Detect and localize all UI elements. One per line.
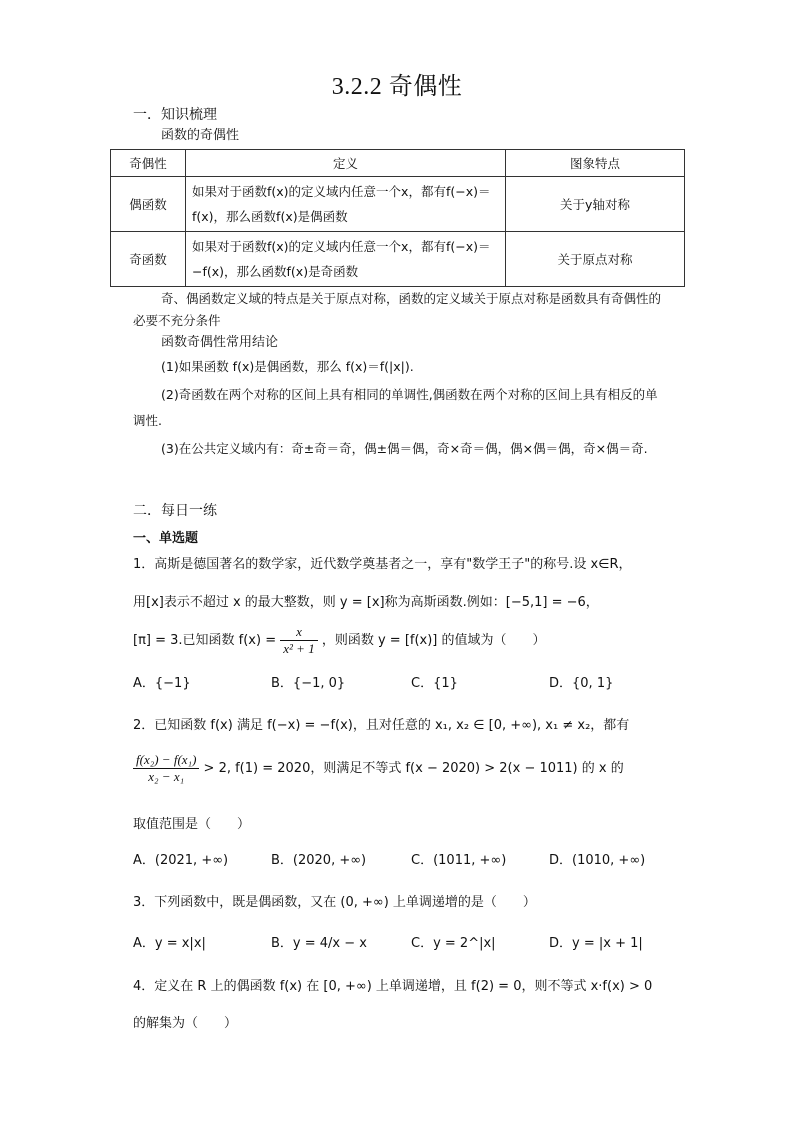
q1-option-b[interactable]: B．{−1, 0}	[271, 676, 346, 691]
q2-option-b[interactable]: B．(2020, +∞)	[271, 853, 367, 868]
q2-fraction-numerator: f(x₂) − f(x₁)	[133, 752, 199, 769]
q1-option-a[interactable]: A．{−1}	[133, 676, 191, 691]
q1-option-c[interactable]: C．{1}	[411, 676, 458, 691]
table-row	[111, 177, 685, 232]
q1-fraction	[280, 624, 317, 657]
conclusion-2: (2)奇函数在两个对称的区间上具有相同的单调性,偶函数在两个对称的区间上具有相反的单调性.	[133, 387, 658, 428]
table-header: 图象特点	[506, 150, 685, 177]
q2-line-1: 2．已知函数 f(x) 满足 f(−x) = −f(x)，且对任意的 x₁, x₂ ∈ [0, +∞), x₁ ≠ x₂，都有	[133, 718, 630, 733]
note-paragraph: 奇、偶函数定义域的特点是关于原点对称，函数的定义域关于原点对称是函数具有奇偶性的必要不充分条件	[133, 291, 662, 328]
conclusion-1: (1)如果函数 f(x)是偶函数，那么 f(x)＝f(|x|).	[161, 359, 414, 374]
q1-line-3-end: ，则函数 y = [f(x)] 的值域为（ ）	[321, 633, 546, 648]
q4-line-1: 4．定义在 R 上的偶函数 f(x) 在 [0, +∞) 上单调递增，且 f(2) = 0，则不等式 x·f(x) > 0	[133, 979, 653, 994]
q4-line-2: 的解集为（ ）	[133, 1016, 238, 1031]
table-header: 奇偶性	[111, 150, 186, 177]
table-cell-definition: 如果对于函数f(x)的定义域内任意一个x，都有f(−x)＝f(x)，那么函数f(x)是偶函数	[186, 177, 506, 232]
q3-option-d[interactable]: D．y = |x + 1|	[549, 936, 643, 951]
table-header-row	[111, 150, 685, 177]
q2-option-d[interactable]: D．(1010, +∞)	[549, 853, 646, 868]
q1-line-1: 1．高斯是德国著名的数学家，近代数学奠基者之一，享有"数学王子"的称号.设 x∈R，	[133, 557, 632, 572]
table-header: 定义	[186, 150, 506, 177]
q2-line-2-end: > 2, f(1) = 2020，则满足不等式 f(x − 2020) > 2(x − 1011) 的 x 的	[203, 761, 624, 776]
table-cell-name: 偶函数	[111, 177, 186, 232]
section-heading-practice: 二．每日一练	[133, 503, 217, 519]
page-title: 3.2.2 奇偶性	[331, 74, 463, 100]
q1-fraction-denominator: x² + 1	[283, 641, 315, 656]
q1-line-3	[133, 624, 546, 657]
table-cell-name: 奇函数	[111, 232, 186, 287]
q2-option-c[interactable]: C．(1011, +∞)	[411, 853, 507, 868]
q3-option-a[interactable]: A．y = x|x|	[133, 936, 206, 951]
q3-option-c[interactable]: C．y = 2^|x|	[411, 936, 496, 951]
subsection-single-choice: 一、单选题	[133, 531, 199, 546]
parity-definition-table	[110, 149, 685, 287]
q2-line-3: 取值范围是（ ）	[133, 817, 251, 832]
q3-option-b[interactable]: B．y = 4/x − x	[271, 936, 367, 951]
q1-line-3-start: [π] = 3.已知函数 f(x) =	[133, 633, 277, 648]
table-row	[111, 232, 685, 287]
q1-option-d[interactable]: D．{0, 1}	[549, 676, 614, 691]
q2-fraction-denominator: x₂ − x₁	[148, 769, 185, 784]
q1-fraction-numerator: x	[280, 624, 317, 641]
q1-line-2: 用[x]表示不超过 x 的最大整数，则 y = [x]称为高斯函数.例如：[−5,1] = −6，	[133, 595, 599, 610]
q2-line-2	[133, 752, 624, 785]
conclusion-3: (3)在公共定义域内有：奇±奇＝奇，偶±偶＝偶，奇×奇＝偶，偶×偶＝偶，奇×偶＝奇.	[161, 441, 648, 456]
q2-fraction	[133, 752, 199, 785]
q2-option-a[interactable]: A．(2021, +∞)	[133, 853, 229, 868]
table-cell-definition: 如果对于函数f(x)的定义域内任意一个x，都有f(−x)＝−f(x)，那么函数f(x)是奇函数	[186, 232, 506, 287]
table-cell-feature: 关于原点对称	[506, 232, 685, 287]
section-heading-knowledge: 一．知识梳理	[133, 107, 217, 123]
table-cell-feature: 关于y轴对称	[506, 177, 685, 232]
subheading-conclusions: 函数奇偶性常用结论	[161, 335, 279, 350]
q3-line-1: 3．下列函数中，既是偶函数，又在 (0, +∞) 上单调递增的是（ ）	[133, 895, 536, 910]
subheading-parity: 函数的奇偶性	[161, 128, 240, 143]
